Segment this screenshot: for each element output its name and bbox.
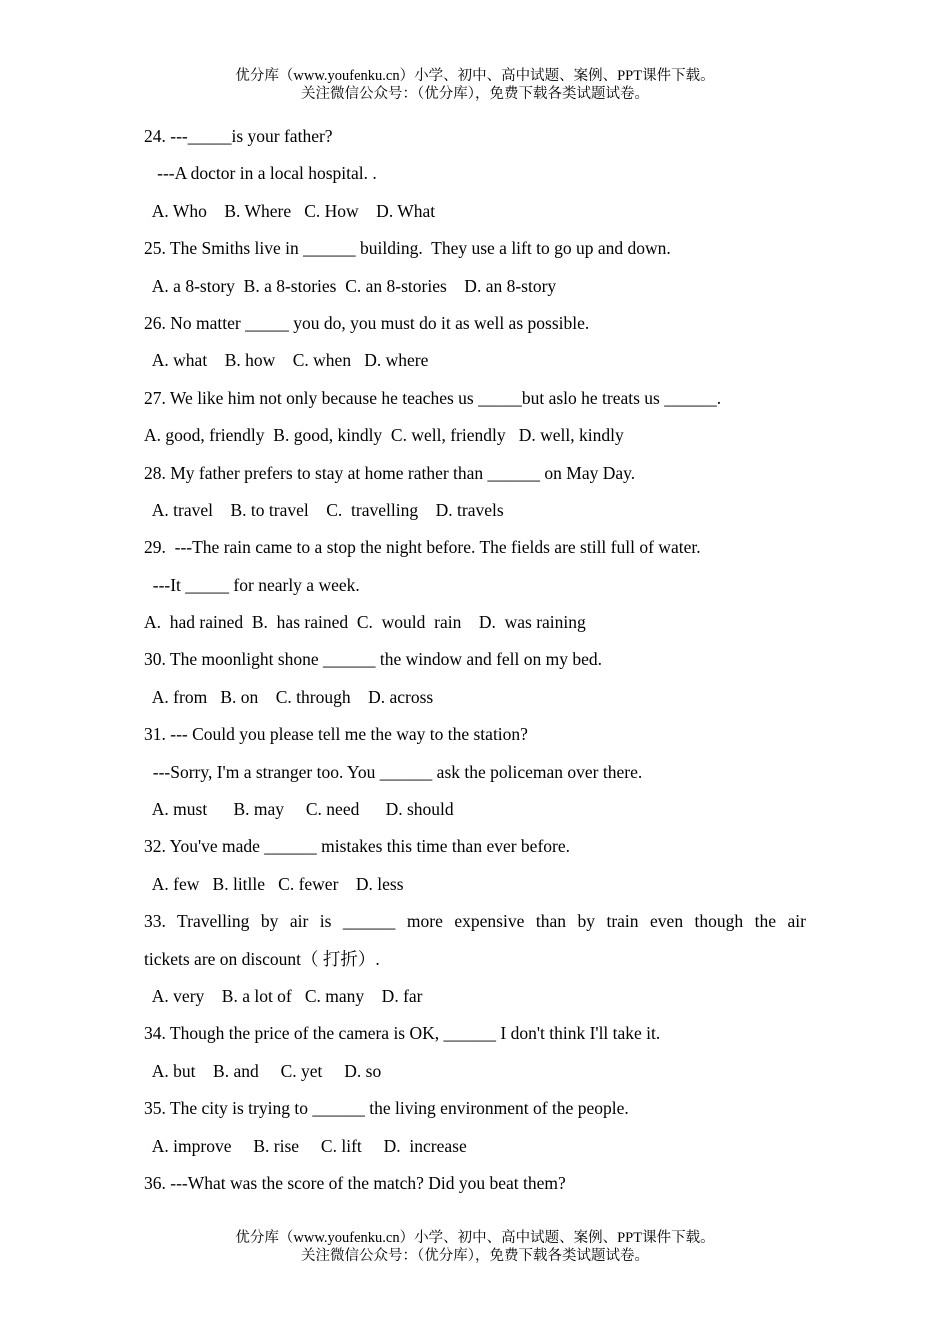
q32-options: A. few B. litlle C. fewer D. less [144, 873, 404, 894]
header-line-1: 优分库（www.youfenku.cn）小学、初中、高中试题、案例、PPT课件下载。 [235, 68, 715, 84]
q33-options: A. very B. a lot of C. many D. far [144, 985, 423, 1006]
q30-options: A. from B. on C. through D. across [144, 686, 434, 707]
header-line-2: 关注微信公众号：（优分库），免费下载各类试题试卷。 [301, 86, 649, 102]
q29-answer-line: ---It _____ for nearly a week. [144, 574, 360, 595]
q31-question: 31. --- Could you please tell me the way to the station? [144, 724, 528, 745]
q34-options: A. but B. and C. yet D. so [144, 1060, 382, 1081]
q35-question: 35. The city is trying to ______ the living environment of the people. [144, 1098, 629, 1119]
q24-question: 24. ---_____is your father? [144, 126, 333, 146]
question-list [144, 122, 806, 1206]
q31-answer-line: ---Sorry, I'm a stranger too. You ______ ask the policeman over there. [144, 761, 643, 782]
page-header [0, 67, 950, 103]
q27-options: A. good, friendly B. good, kindly C. well, friendly D. well, kindly [144, 425, 624, 446]
q32-question: 32. You've made ______ mistakes this time than ever before. [144, 836, 570, 857]
q26-question: 26. No matter _____ you do, you must do it as well as possible. [144, 312, 590, 333]
footer-line-1: 优分库（www.youfenku.cn）小学、初中、高中试题、案例、PPT课件下载。 [235, 1230, 715, 1246]
q35-options: A. improve B. rise C. lift D. increase [144, 1135, 467, 1156]
q26-options: A. what B. how C. when D. where [144, 350, 429, 371]
q27-question: 27. We like him not only because he teaches us _____but aslo he treats us ______. [144, 387, 722, 408]
q25-options: A. a 8-story B. a 8-stories C. an 8-stories D. an 8-story [144, 275, 557, 296]
q28-question: 28. My father prefers to stay at home rather than ______ on May Day. [144, 462, 636, 483]
footer-line-2: 关注微信公众号：（优分库），免费下载各类试题试卷。 [301, 1248, 649, 1264]
q36-question: 36. ---What was the score of the match? Did you beat them? [144, 1172, 566, 1193]
q33-question: 33. Travelling by air is ______ more expensive than by train even though the air [144, 911, 806, 932]
q24-options: A. Who B. Where C. How D. What [144, 200, 436, 221]
q29-question: 29. ---The rain came to a stop the night before. The fields are still full of water. [144, 537, 701, 558]
q28-options: A. travel B. to travel C. travelling D. travels [144, 499, 504, 520]
q24-answer-line: ---A doctor in a local hospital. . [144, 163, 377, 184]
q34-question: 34. Though the price of the camera is OK, ______ I don't think I'll take it. [144, 1023, 661, 1044]
q25-question: 25. The Smiths live in ______ building. They use a lift to go up and down. [144, 238, 671, 259]
q30-question: 30. The moonlight shone ______ the window and fell on my bed. [144, 649, 603, 670]
page-footer [0, 1229, 950, 1265]
q29-options: A. had rained B. has rained C. would rain D. was raining [144, 612, 586, 633]
q31-options: A. must B. may C. need D. should [144, 799, 454, 820]
q33-question-cont: tickets are on discount（ 打折）. [144, 948, 380, 969]
